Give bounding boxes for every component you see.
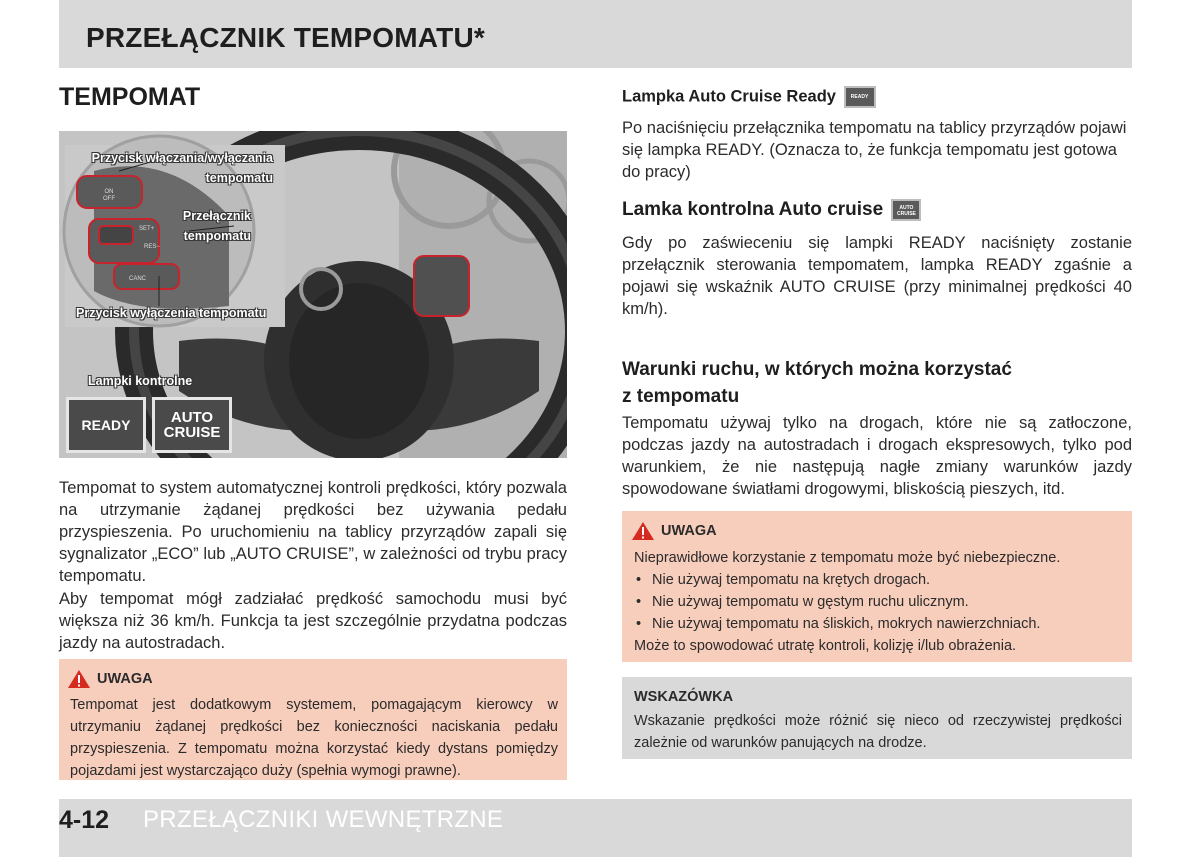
conditions-heading [622,356,1012,410]
warning-heading-right-text: UWAGA [661,523,717,539]
auto-cruise-heading [622,199,921,221]
warning-bullet: • Nie używaj tempomatu w gęstym ruchu ulicznym. [636,591,1126,613]
warning-heading-right [631,521,717,541]
conditions-heading-line2: z tempomatu [622,386,740,407]
warning-box-right [622,511,1132,662]
ready-indicator-icon: READY [844,86,876,108]
warning-triangle-icon [631,521,655,541]
btn-canc-label: CANC [129,276,147,282]
page-number: 4-12 [59,806,110,834]
auto-cruise-text: Gdy po zaświeceniu się lampki READY naciśnięty zostanie przełącznik sterowania tempomatem, lampka READY zgaśnie a pojawi się wskaźnik AUTO CRUISE (przy minimalnej prędkości 40 km/h). [622,234,1132,318]
warning-bullet: • Nie używaj tempomatu na śliskich, mokrych nawierzchniach. [636,613,1126,635]
warning-bullet: • Nie używaj tempomatu na krętych drogach. [636,569,1126,591]
warning-text: Tempomat jest dodatkowym systemem, pomagającym kierowcy w utrzymaniu żądanej prędkości bez konieczności naciskania pedału przyspieszenia. Z tempomatu można korzystać kiedy dystans pomiędzy pojazdami jest wystarczająco duży (spełnia wymogi prawne). [70,697,558,779]
speed-paragraph: Aby tempomat mógł zadziałać prędkość samochodu musi być większa niż 36 km/h. Funkcja ta jest szczególnie przydatna podczas jazdy na autostradach. [59,590,567,652]
steering-wheel-figure [59,131,567,458]
btn-set-label: SET+ [139,226,155,232]
btn-res-label: RES− [144,244,160,250]
auto-cruise-lamp: AUTO CRUISE [152,397,232,453]
ready-lamp-heading [622,86,876,108]
warning-heading-text: UWAGA [97,671,153,687]
ready-lamp-heading-text: Lampka Auto Cruise Ready [622,87,836,106]
indicator-lamps-label: Lampki kontrolne [88,374,193,388]
btn-on-label: ON [104,189,114,195]
intro-paragraph: Tempomat to system automatycznej kontroli prędkości, który pozwala na utrzymanie żądanej prędkości bez używania pedału przyspieszenia. Po uruchomieniu na tablicy przyrządów zapali się sygnalizator „ECO” lub „AUTO CRUISE”, w zależności od trybu pracy tempomatu. [59,479,567,585]
tip-heading: WSKAZÓWKA [634,689,734,705]
tip-text: Wskazanie prędkości może różnić się nieco od rzeczywistej prędkości zależnie od warunków panujących na drodze. [634,713,1122,751]
warning-intro: Nieprawidłowe korzystanie z tempomatu może być niebezpieczne. [634,550,1061,566]
btn-off-label: OFF [103,196,115,202]
conditions-text: Tempomatu używaj tylko na drogach, które nie są zatłoczone, podczas jazdy na autostradach i drogach ekspresowych, tylko pod warunkiem, że nie następują nagłe zmiany warunków jazdy spowodowane światłami drogowymi, bliskością pieszych, itd. [622,414,1132,498]
conditions-heading-line1: Warunki ruchu, w których można korzystać [622,359,1012,380]
warning-triangle-icon [67,669,91,689]
ready-lamp-text: Po naciśnięciu przełącznika tempomatu na tablicy przyrządów pojawi się lampka READY. (Oznacza to, że funkcja tempomatu jest gotowa do pracy) [622,119,1127,181]
warning-heading [67,669,153,689]
page-title: PRZEŁĄCZNIK TEMPOMATU* [86,22,485,53]
chapter-title: PRZEŁĄCZNIKI WEWNĘTRZNE [143,806,504,833]
warning-outro: Może to spowodować utratę kontroli, kolizję i/lub obrażenia. [634,638,1017,654]
warning-bullet-list [636,569,1126,635]
cruise-switch-label: Przełącznik tempomatu [182,209,251,243]
warning-box-left [59,659,567,780]
cancel-button-label: Przycisk wyłączenia tempomatu [76,306,267,320]
onoff-button-label: Przycisk włączania/wyłączania tempomatu [91,151,273,185]
ready-lamp: READY [66,397,146,453]
section-title: TEMPOMAT [59,83,201,111]
tip-box [622,677,1132,759]
auto-cruise-indicator-icon: AUTO CRUISE [891,199,921,221]
auto-cruise-heading-text: Lamka kontrolna Auto cruise [622,199,884,221]
